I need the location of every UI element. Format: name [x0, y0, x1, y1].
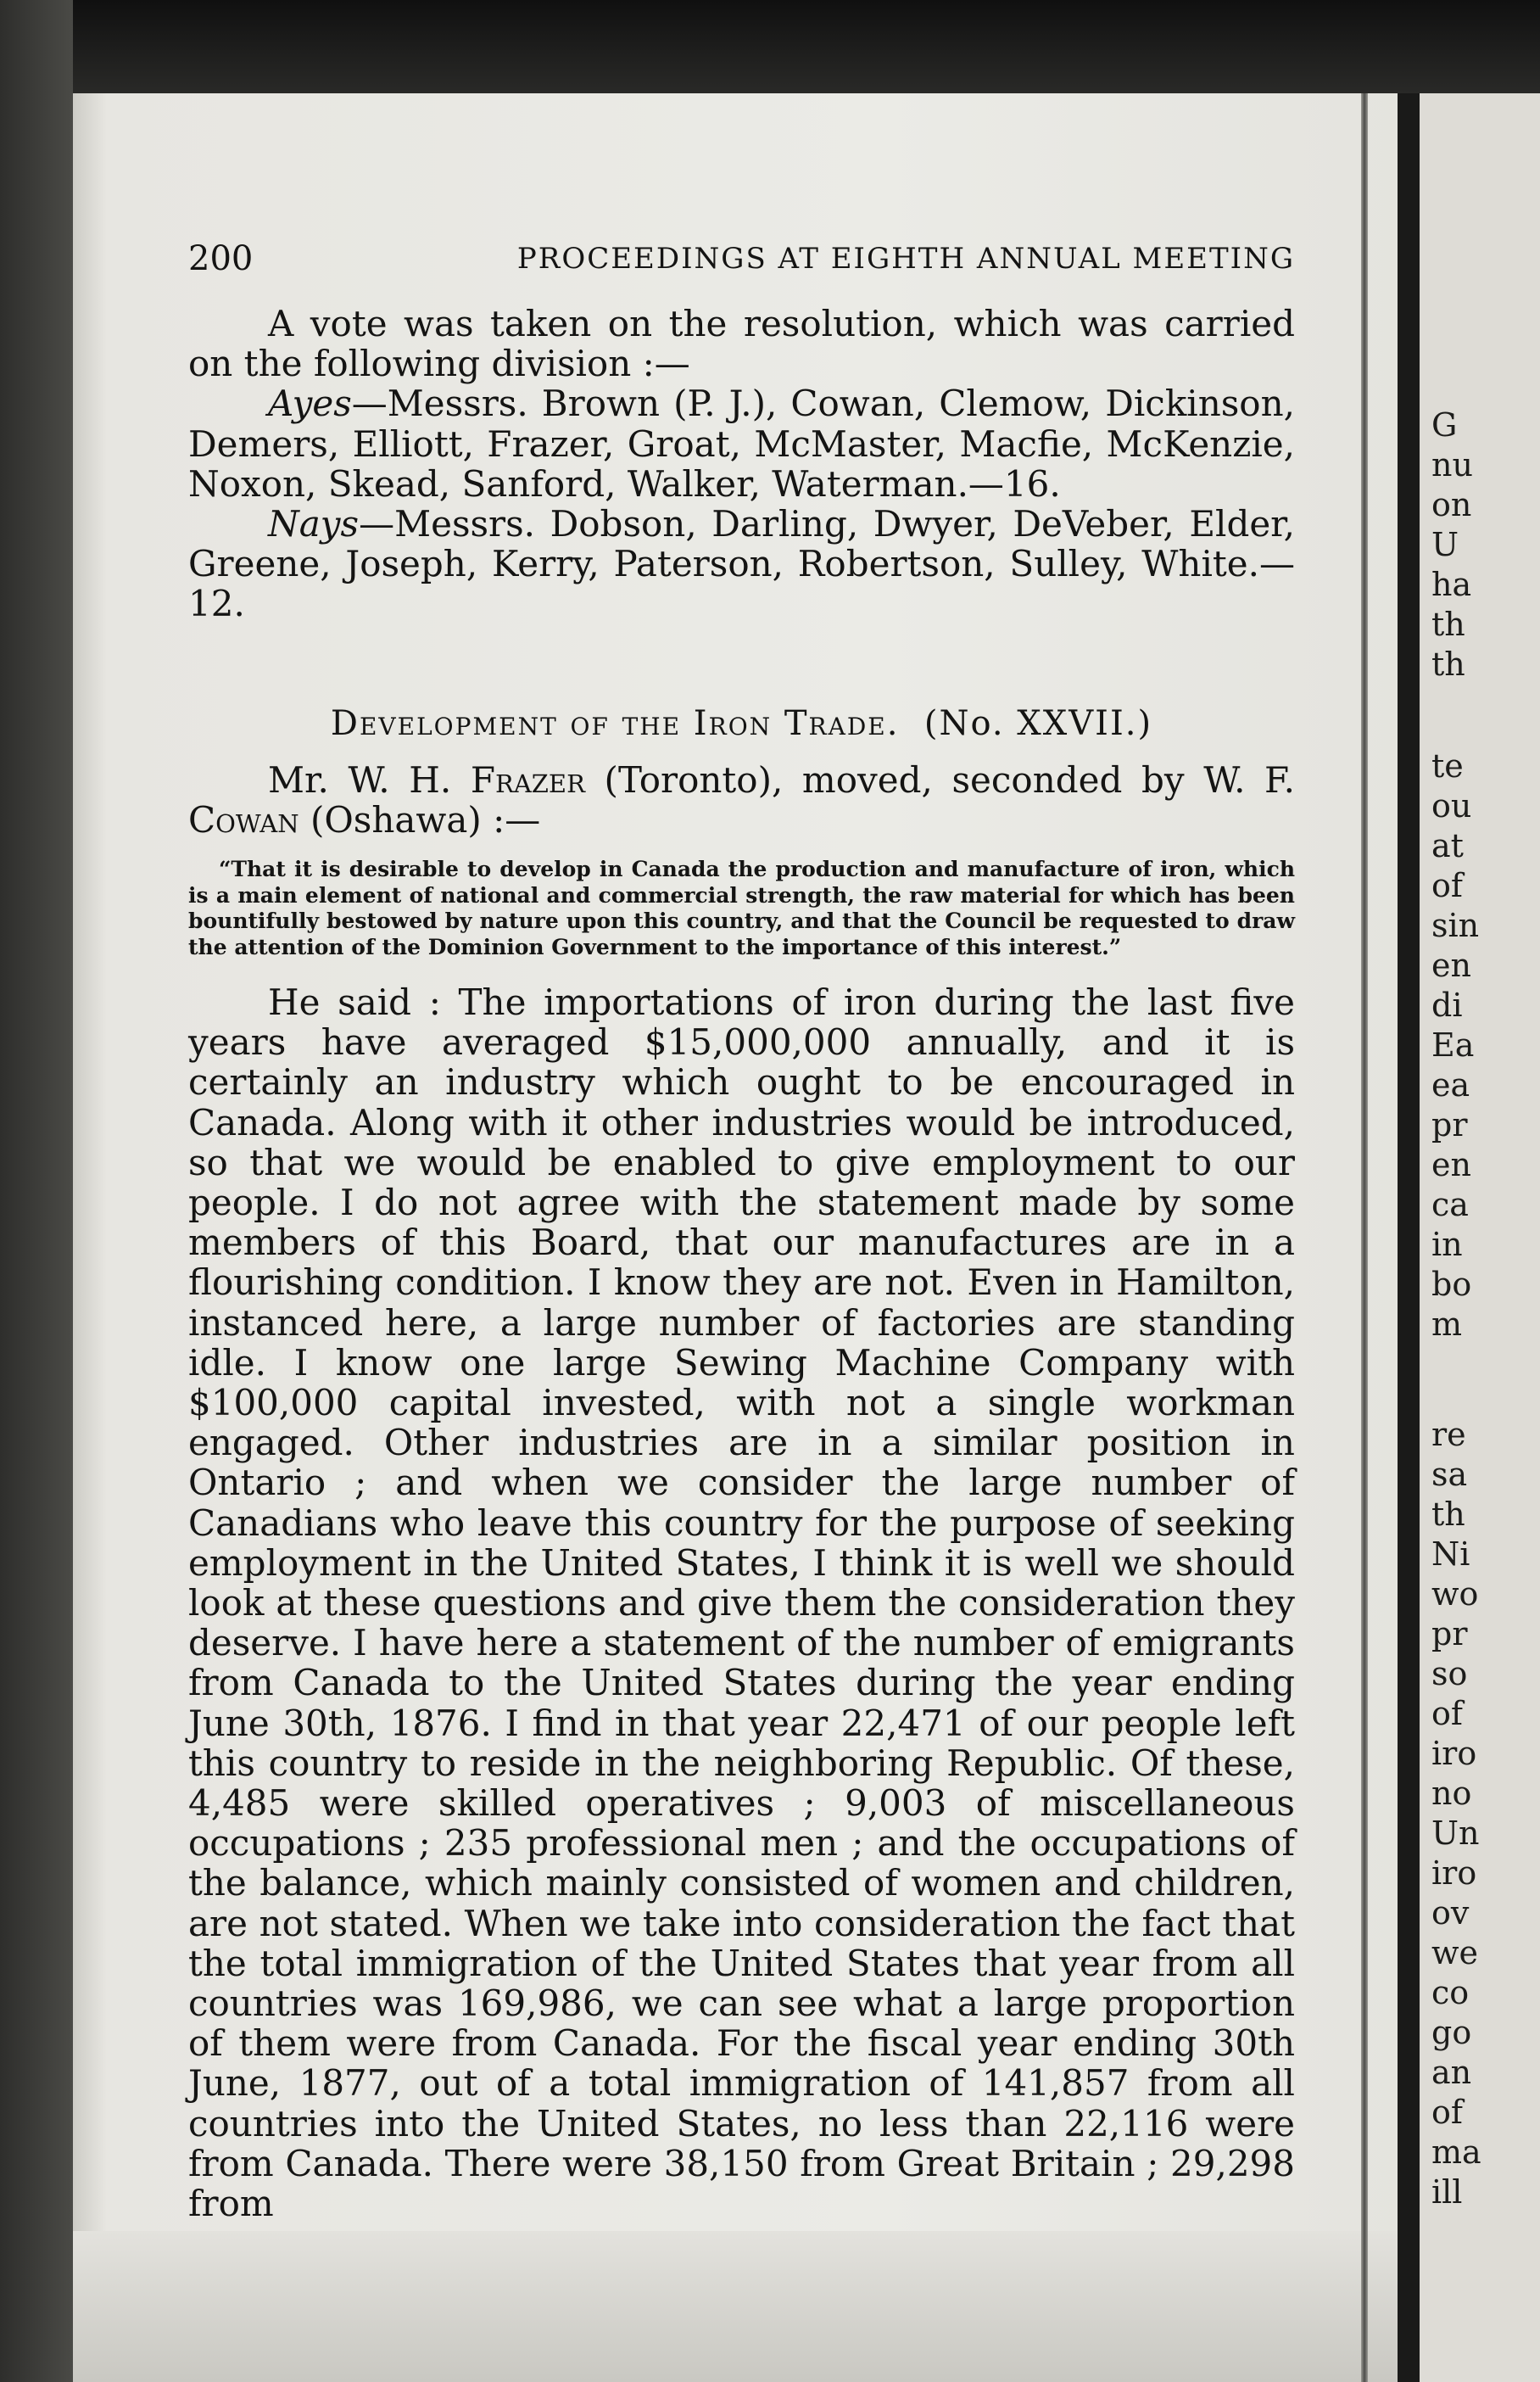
facing-line: Un — [1431, 1814, 1480, 1852]
facing-line: ou — [1431, 787, 1472, 825]
facing-line: on — [1431, 486, 1472, 523]
facing-line: pr — [1431, 1106, 1468, 1143]
facing-line: ea — [1431, 1066, 1470, 1104]
facing-line: sa — [1431, 1456, 1468, 1493]
page-number: 200 — [188, 239, 254, 278]
facing-line: bo — [1431, 1266, 1472, 1303]
facing-line: ov — [1431, 1894, 1470, 1932]
facing-line: sin — [1431, 907, 1480, 944]
facing-line: at — [1431, 827, 1464, 864]
ayes-list: —Messrs. Brown (P. J.), Cowan, Clemow, Dickinson, Demers, Elliott, Frazer, Groat, McMaster, Macfie, McKenzie, Noxon, Skead, Sanford, Walker, Waterman.—16. — [188, 383, 1295, 505]
facing-line: pr — [1431, 1615, 1468, 1652]
facing-line: te — [1431, 747, 1464, 785]
facing-line: Ea — [1431, 1026, 1475, 1064]
facing-line: of — [1431, 1695, 1463, 1732]
facing-line: th — [1431, 646, 1465, 683]
section-title: Development of the Iron Trade. — [330, 704, 900, 743]
running-title: PROCEEDINGS AT EIGHTH ANNUAL MEETING — [516, 242, 1295, 276]
facing-line: wo — [1431, 1575, 1479, 1613]
facing-line: in — [1431, 1226, 1463, 1263]
ayes-label: Ayes — [268, 383, 352, 425]
facing-line: ca — [1431, 1186, 1469, 1223]
resolution-quote — [188, 857, 1295, 960]
scan-left-border — [0, 0, 73, 2382]
motion-intro: Mr. W. H. — [268, 759, 471, 801]
page-bottom-shadow — [73, 2231, 1398, 2382]
seconder-place: (Oshawa) :— — [299, 799, 541, 842]
nays-list: —Messrs. Dobson, Darling, Dwyer, DeVeber, Elder, Greene, Joseph, Kerry, Paterson, Robertson, Sulley, White.—12. — [188, 503, 1295, 625]
vote-intro: A vote was taken on the resolution, which was carried on the following division :— — [188, 303, 1295, 385]
page-edge-rule — [1361, 93, 1368, 2382]
facing-line: of — [1431, 867, 1463, 904]
facing-line: of — [1431, 2094, 1463, 2131]
facing-line: ill — [1431, 2173, 1463, 2211]
motion-middle: (Toronto), moved, seconded by W. F. — [584, 759, 1295, 801]
speech-text: He said : The importations of iron during the last five years have averaged $15,000,000 annually, and it is certainly an industry which ought to be encouraged in Canada. Along with it other industries would be introduced, so that we would be enabled to give employment to our people. I do not agree with the statement made by some members of this Board, that our manufactures are in a flourishing condition. I know they are not. Even in Hamilton, instanced here, a large number of factories are standing idle. I know one large Sewing Machine Company with $100,000 capital invested, with not a single workman engaged. Other industries are in a similar position in Ontario ; and when we consider the large number of Canadians who leave this country for the purpose of seeking employment in the United States, I think it is well we should look at these questions and give them the consideration they deserve. I have here a statement of the number of emigrants from Canada to the United States during the year ending June 30th, 1876. I find in that year 22,471 of our people left this country to reside in the neighboring Republic. Of these, 4,485 were skilled operatives ; 9,003 of miscellaneous occupations ; 235 professional men ; and the occupations of the balance, which mainly consisted of women and children, are not stated. When we take into consideration the fact that the total immigration of the United States that year from all countries was 169,986, we can see what a large proportion of them were from Canada. For the fiscal year ending 30th June, 1877, out of a total immigration of 141,857 from all countries into the United States, no less than 22,116 were from Canada. There were 38,150 from Great Britain ; 29,298 from — [188, 981, 1295, 2225]
scan-top-border — [0, 0, 1540, 100]
facing-line: ha — [1431, 566, 1472, 603]
speech-paragraph — [188, 982, 1295, 2223]
facing-line: we — [1431, 1934, 1479, 1971]
facing-line: di — [1431, 987, 1463, 1024]
facing-line: ma — [1431, 2133, 1481, 2171]
facing-line: U — [1431, 526, 1459, 563]
section-heading — [188, 702, 1295, 745]
section-number: (No. XXVII.) — [923, 704, 1153, 743]
facing-line: en — [1431, 1146, 1471, 1183]
facing-line: go — [1431, 2014, 1472, 2051]
facing-line: Ni — [1431, 1535, 1470, 1573]
facing-line: iro — [1431, 1854, 1477, 1892]
mover-name: Frazer — [470, 759, 585, 801]
ayes-paragraph — [188, 383, 1295, 504]
facing-line: so — [1431, 1655, 1468, 1692]
facing-line: re — [1431, 1416, 1466, 1453]
resolution-text: “That it is desirable to develop in Canada the production and manufacture of iron, which is a main element of national and commercial strength, the raw material for which has been bountifully bestowed by nature upon this country, and that the Council be requested to draw the attention of the Dominion Government to the importance of this interest.” — [188, 857, 1295, 959]
seconder-name: Cowan — [188, 799, 299, 842]
facing-line: an — [1431, 2054, 1472, 2091]
running-header — [188, 240, 1295, 277]
book-gutter — [1398, 93, 1420, 2382]
facing-line: th — [1431, 1496, 1465, 1533]
vote-block — [188, 304, 1295, 624]
facing-line: co — [1431, 1974, 1470, 2011]
nays-paragraph — [188, 504, 1295, 624]
motion-paragraph — [188, 760, 1295, 840]
facing-line: en — [1431, 947, 1471, 984]
facing-line: iro — [1431, 1735, 1477, 1772]
nays-label: Nays — [268, 503, 360, 545]
facing-line: G — [1431, 406, 1458, 444]
facing-line: no — [1431, 1775, 1472, 1812]
facing-line: nu — [1431, 446, 1473, 484]
facing-line: m — [1431, 1306, 1463, 1343]
facing-line: th — [1431, 606, 1465, 643]
facing-page-edge — [1420, 93, 1540, 2382]
